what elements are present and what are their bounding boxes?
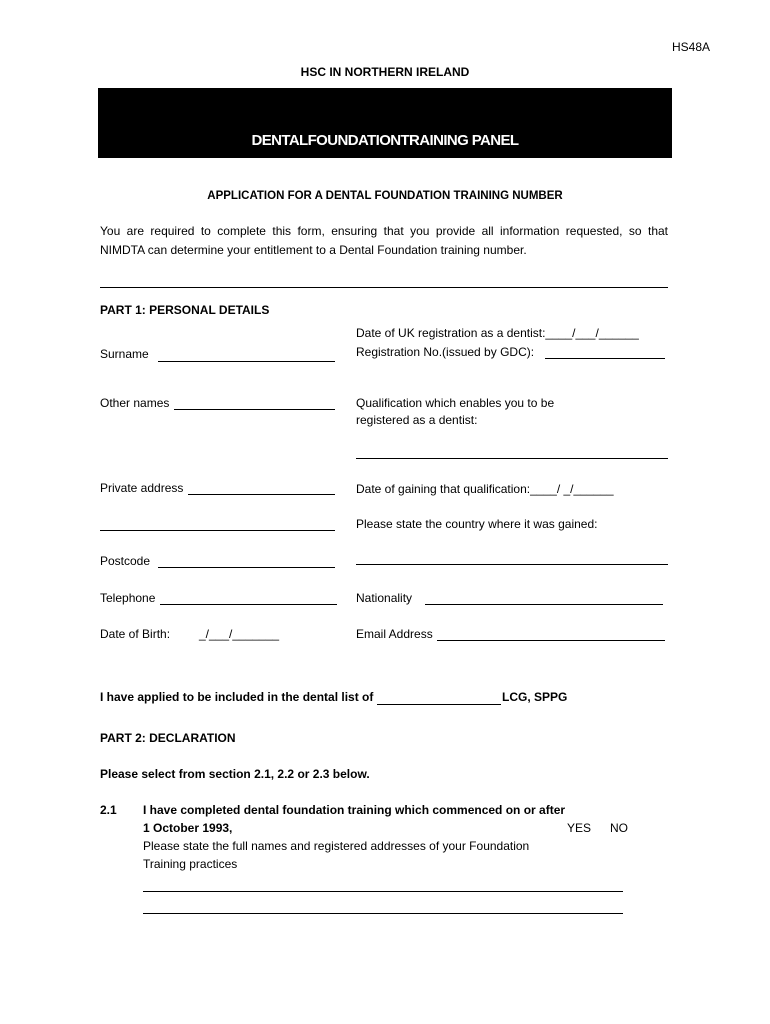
surname-field[interactable] (158, 348, 335, 362)
private-address-field[interactable] (188, 481, 335, 495)
part2-instruction: Please select from section 2.1, 2.2 or 2.3 below. (100, 767, 370, 781)
email-field[interactable] (437, 627, 665, 641)
email-label: Email Address (356, 627, 433, 641)
title-banner (98, 88, 672, 158)
telephone-label: Telephone (100, 591, 156, 605)
other-names-field[interactable] (174, 396, 335, 410)
nationality-field[interactable] (425, 591, 663, 605)
dob-label: Date of Birth: (100, 627, 171, 641)
dental-list-field[interactable] (377, 691, 501, 705)
dental-list-suffix: LCG, SPPG (502, 690, 568, 704)
part2-heading: PART 2: DECLARATION (100, 731, 236, 745)
section-2-1-date: 1 October 1993, (143, 821, 233, 835)
section-2-1-text: I have completed dental foundation training which commenced on or after (143, 803, 566, 817)
intro-text: You are required to complete this form, ensuring that you provide all information requested, so that NIMDTA can determine your entitlement to a Dental Foundation training number. (100, 224, 668, 257)
part1-heading: PART 1: PERSONAL DETAILS (100, 303, 270, 317)
practices-field-2[interactable] (143, 913, 623, 914)
nationality-label: Nationality (356, 591, 413, 605)
dental-list-prefix: I have applied to be included in the dental list of (100, 690, 374, 704)
other-names-label: Other names (100, 396, 170, 410)
section-divider (100, 287, 668, 288)
uk-registration-date[interactable]: Date of UK registration as a dentist:____/___/______ (356, 326, 639, 340)
private-address-field-2[interactable] (100, 517, 335, 531)
banner-title: DENTALFOUNDATIONTRAINING PANEL (251, 132, 519, 149)
qualification-field[interactable] (356, 458, 668, 459)
country-label: Please state the country where it was gained: (356, 517, 598, 531)
surname-label: Surname (100, 347, 149, 361)
telephone-field[interactable] (160, 591, 337, 605)
form-title: APPLICATION FOR A DENTAL FOUNDATION TRAINING NUMBER (207, 190, 563, 202)
no-option[interactable]: NO (610, 821, 628, 835)
postcode-field[interactable] (158, 554, 335, 568)
postcode-label: Postcode (100, 554, 151, 568)
dob-field[interactable]: _/___/_______ (199, 627, 280, 641)
qualification-label: Qualification which enables you to be (356, 396, 555, 410)
country-field[interactable] (356, 564, 668, 565)
practices-field-1[interactable] (143, 891, 623, 892)
date-gaining-qualification[interactable]: Date of gaining that qualification:____/ _/______ (356, 482, 614, 496)
registration-no-label: Registration No.(issued by GDC): (356, 345, 535, 359)
private-address-label: Private address (100, 481, 184, 495)
qualification-label-2: registered as a dentist: (356, 413, 478, 427)
section-2-1-number: 2.1 (100, 803, 117, 817)
form-code: HS48A (671, 40, 710, 54)
section-2-1-instruction: Please state the full names and registered addresses of your Foundation (143, 839, 530, 853)
yes-option[interactable]: YES (567, 821, 592, 835)
organisation-heading: HSC IN NORTHERN IRELAND (300, 65, 470, 79)
registration-no-field[interactable] (545, 345, 665, 359)
section-2-1-instruction-2: Training practices (143, 857, 238, 871)
